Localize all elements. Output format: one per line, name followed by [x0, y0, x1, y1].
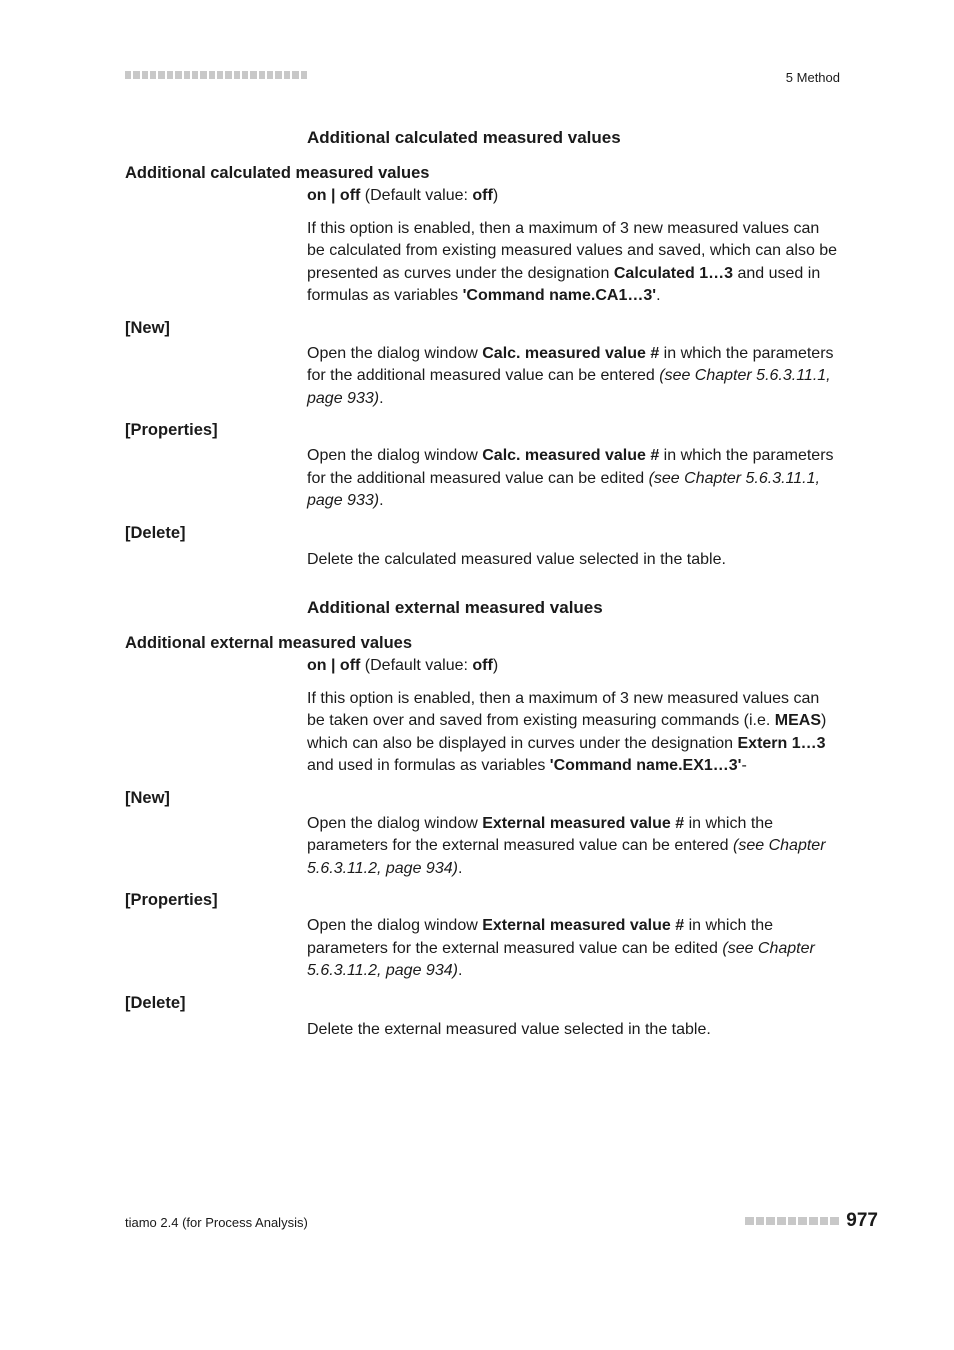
footer-product: tiamo 2.4 (for Process Analysis): [125, 1215, 308, 1230]
option-label-calculated: Additional calculated measured values: [125, 164, 430, 182]
option-values-external: on | off (Default value: off): [307, 657, 499, 674]
footer-decoration: [745, 1217, 839, 1225]
delete-button-label-calculated: [Delete]: [125, 523, 186, 542]
option-label-external: Additional external measured values: [125, 634, 413, 652]
chapter-header: 5 Method: [785, 70, 840, 85]
header-decoration: [125, 71, 307, 79]
properties-description-calculated: Open the dialog window Calc. measured value # in which the parameters for the additional measured value can be edited (see Chapter 5.6.3.11.1, page 933).: [307, 447, 834, 509]
delete-description-calculated: Delete the calculated measured value selected in the table.: [307, 550, 726, 568]
delete-button-label-external: [Delete]: [125, 993, 186, 1012]
properties-button-label-calculated: [Properties]: [125, 421, 218, 439]
option-description-calculated: If this option is enabled, then a maximum of 3 new measured values can be calculated from existing measured values and saved, which can also be presented as curves under the designation Calculated 1…3 and used in formulas as variables 'Command name.CA1…3'.: [307, 219, 838, 304]
properties-button-label-external: [Properties]: [125, 891, 218, 909]
new-button-label-external: [New]: [125, 788, 170, 807]
delete-description-external: Delete the external measured value selected in the table.: [307, 1020, 711, 1038]
page-number: 977: [846, 1210, 878, 1231]
option-values-calculated: on | off (Default value: off): [307, 187, 499, 204]
option-description-external: If this option is enabled, then a maximum of 3 new measured values can be taken over and saved from existing measuring commands (i.e. MEAS) which can also be displayed in curves under the designation Extern 1…3 and used in formulas as variables 'Command name.EX1…3'-: [307, 689, 827, 774]
new-description-external: Open the dialog window External measured value # in which the parameters for the external measured value can be entered (see Chapter 5.6.3.11.2, page 934).: [307, 814, 826, 877]
page-content: [125, 125, 841, 1041]
section-title-calculated: Additional calculated measured values: [307, 128, 621, 147]
section-title-external: Additional external measured values: [307, 598, 603, 617]
new-button-label-calculated: [New]: [125, 318, 170, 337]
new-description-calculated: Open the dialog window Calc. measured value # in which the parameters for the additional measured value can be entered (see Chapter 5.6.3.11.1, page 933).: [307, 344, 834, 407]
properties-description-external: Open the dialog window External measured value # in which the parameters for the external measured value can be edited (see Chapter 5.6.3.11.2, page 934).: [307, 917, 815, 979]
